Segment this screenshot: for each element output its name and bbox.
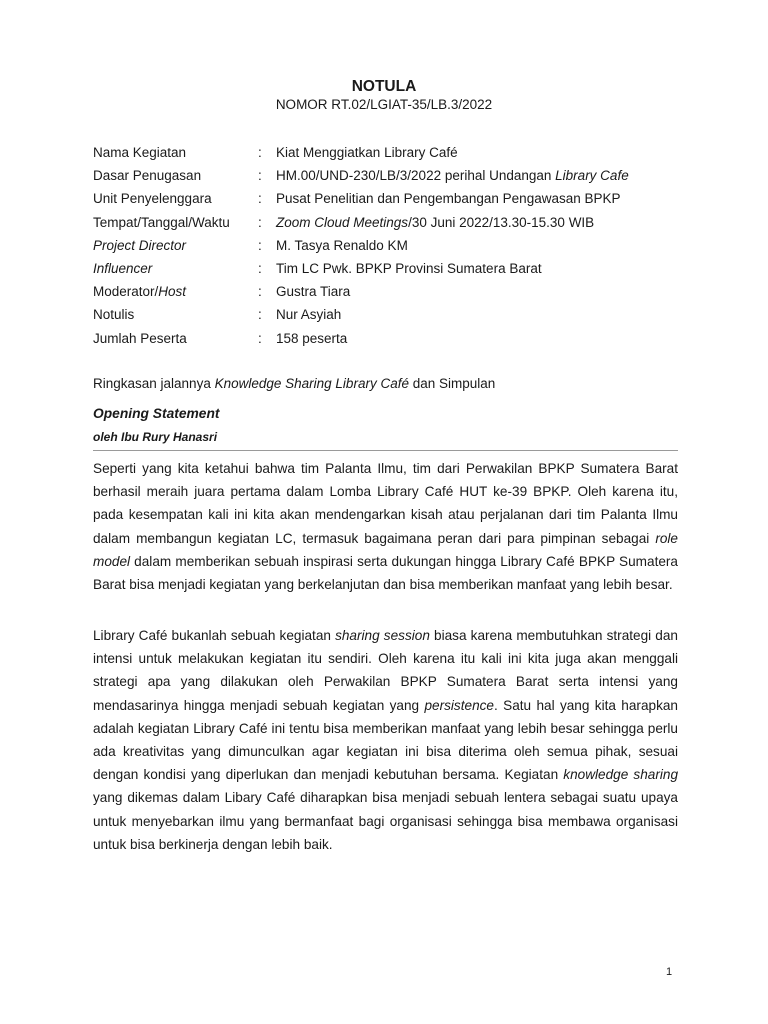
paragraph-italic: sharing session: [335, 628, 430, 643]
meta-colon: :: [258, 168, 262, 184]
summary-suffix: dan Simpulan: [408, 376, 496, 391]
meta-colon: :: [258, 191, 262, 207]
meta-row: [93, 167, 693, 190]
meta-value: [276, 167, 693, 190]
meta-value: Pusat Penelitian dan Pengembangan Pengawasan BPKP: [276, 191, 621, 207]
meta-row: [93, 237, 693, 260]
summary-line: [93, 376, 495, 391]
paragraph-italic: role model: [93, 530, 678, 569]
meta-colon: :: [258, 260, 262, 276]
meta-row: [93, 330, 693, 353]
page-number: 1: [666, 966, 673, 978]
paragraph-text: yang dikemas dalam Libary Café diharapkan bisa menjadi sebuah lentera sebagai suatu upaya untuk menyebarkan ilmu yang bermanfaat bagi organisasi sehingga bisa membawa organisasi untuk bisa berkinerja dengan lebih baik.: [93, 790, 678, 852]
paragraph-text: biasa karena membutuhkan strategi dan intensi untuk melakukan kegiatan itu sendiri. Oleh karena itu kali ini kita juga akan menggali strategi apa yang dilakukan oleh Perwakilan BPKP Sumatera Barat serta intensi yang mendasarinya hingga menjadi sebuah kegiatan yang: [93, 628, 678, 713]
meta-row: [93, 144, 693, 167]
paragraph-italic: persistence: [424, 697, 494, 713]
meta-colon: :: [258, 330, 262, 346]
meta-table: [93, 144, 693, 353]
summary-italic: Knowledge Sharing Library Café: [214, 376, 409, 391]
meta-label-part: Moderator/: [93, 284, 159, 300]
meta-label: Notulis: [93, 307, 135, 323]
meta-colon: :: [258, 237, 262, 253]
meta-value-italic: Zoom Cloud Meetings: [276, 214, 409, 230]
meta-label: Nama Kegiatan: [93, 145, 187, 160]
document-number: NOMOR RT.02/LGIAT-35/LB.3/2022: [275, 97, 493, 112]
meta-label: Project Director: [93, 237, 187, 253]
meta-label: Tempat/Tanggal/Waktu: [93, 214, 230, 230]
meta-label-italic: Host: [158, 284, 187, 300]
section-divider: [93, 450, 678, 451]
paragraph-text: Seperti yang kita ketahui bahwa tim Palanta Ilmu, tim dari Perwakilan BPKP Sumatera Barat berhasil meraih juara pertama dalam Lomba Library Café HUT ke-39 BPKP. Oleh karena itu, pada kesempatan kali ini kita akan mendengarkan kisah atau perjalanan dari tim Palanta Ilmu dalam membangun kegiatan LC, termasuk bagaimana peran dari para pimpinan sebagai: [93, 461, 678, 546]
paragraph-text: dalam memberikan sebuah inspirasi serta dukungan hingga Library Café BPKP Sumatera Barat bisa menjadi kegiatan yang berkelanjutan dan bisa memberikan manfaat yang lebih besar.: [93, 553, 678, 593]
paragraph-2: [93, 624, 678, 856]
paragraph-text: Library Café bukanlah sebuah kegiatan: [93, 628, 336, 643]
meta-label: Influencer: [93, 260, 153, 276]
meta-value: Gustra Tiara: [276, 284, 351, 300]
section-subtitle: oleh Ibu Rury Hanasri: [93, 430, 218, 444]
meta-colon: :: [258, 284, 262, 300]
meta-value: [276, 214, 693, 237]
meta-value-part: HM.00/UND-230/LB/3/2022 perihal Undangan: [276, 168, 556, 184]
meta-value: Nur Asyiah: [276, 307, 342, 323]
summary-prefix: Ringkasan jalannya: [93, 376, 215, 391]
document-title: NOTULA: [351, 78, 417, 95]
paragraph-italic: knowledge sharing: [563, 767, 679, 783]
meta-row: [93, 306, 693, 329]
meta-row: [93, 214, 693, 237]
meta-value: 158 peserta: [276, 330, 348, 346]
meta-label: [93, 283, 258, 306]
meta-label: Jumlah Peserta: [93, 330, 187, 346]
meta-row: [93, 260, 693, 283]
section-title: Opening Statement: [93, 406, 220, 421]
meta-value: M. Tasya Renaldo KM: [276, 237, 408, 253]
meta-row: [93, 190, 693, 213]
paragraph-text: . Satu hal yang kita harapkan adalah kegiatan Library Café ini tentu bisa memberikan manfaat yang lebih besar sehingga perlu ada kreativitas yang dimunculkan agar kegiatan ini bisa diterima oleh semua pihak, sesuai dengan kondisi yang diperlukan dan menjadi kebutuhan bersama. Kegiatan: [93, 697, 678, 783]
meta-colon: :: [258, 214, 262, 230]
meta-value-italic: Library Cafe: [555, 168, 629, 184]
meta-label: Dasar Penugasan: [93, 168, 202, 184]
paragraph-1: [93, 457, 678, 596]
meta-value: Kiat Menggiatkan Library Café: [276, 145, 458, 160]
meta-value-part: /30 Juni 2022/13.30-15.30 WIB: [408, 214, 595, 230]
meta-colon: :: [258, 307, 262, 323]
meta-label: Unit Penyelenggara: [93, 191, 212, 207]
meta-row: [93, 283, 693, 306]
meta-value: Tim LC Pwk. BPKP Provinsi Sumatera Barat: [276, 260, 542, 276]
meta-colon: :: [258, 145, 262, 160]
